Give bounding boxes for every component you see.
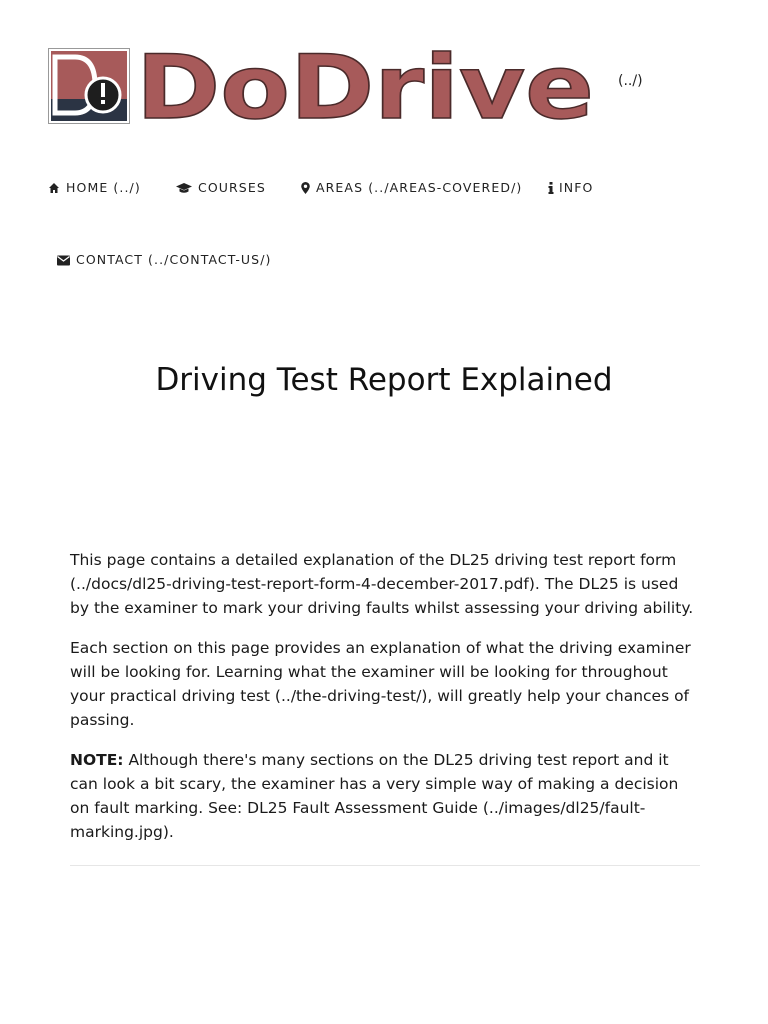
nav-item-label: AREAS (../AREAS-COVERED/) (316, 180, 523, 195)
home-icon (48, 182, 60, 194)
note-label: NOTE: (70, 751, 124, 769)
nav-item-contact[interactable] (57, 252, 272, 267)
article-body (70, 548, 700, 860)
nav-item-courses[interactable] (176, 180, 266, 195)
graduation-cap-icon (176, 182, 192, 194)
info-icon (548, 182, 554, 194)
warning-road-icon (51, 51, 127, 121)
nav-item-home[interactable] (48, 180, 141, 195)
nav-item-label: HOME (../) (66, 180, 141, 195)
section-divider (70, 865, 700, 866)
nav-item-areas[interactable] (301, 180, 522, 195)
paragraph-note (70, 748, 700, 844)
paragraph-intro: This page contains a detailed explanation of the DL25 driving test report form (../docs/dl25-driving-test-report-form-4-december-2017.pdf). The DL25 is used by the examiner to mark your driving faults whilst assessing your driving ability. (70, 551, 694, 617)
envelope-icon (57, 254, 70, 266)
logo-mark[interactable] (48, 48, 130, 124)
paragraph-sections: Each section on this page provides an explanation of what the driving examiner will be looking for. Learning what the examiner will be looking for throughout your practical driving test (../the-driving-test/), will greatly help your chances of passing. (70, 639, 691, 729)
nav-item-info[interactable] (548, 180, 593, 195)
home-logo-link[interactable]: (../) (618, 73, 643, 89)
brand-name: DoDrive (136, 46, 594, 126)
site-header (48, 46, 728, 126)
nav-item-label: CONTACT (../CONTACT-US/) (76, 252, 272, 267)
brand-wordmark[interactable] (136, 46, 598, 126)
note-text: Although there's many sections on the DL25 driving test report and it can look a bit scary, the examiner has a very simple way of making a decision on fault marking. See: DL25 Fault Assessment Guide (../images/dl25/fault-marking.jpg). (70, 751, 679, 841)
nav-item-label: COURSES (198, 180, 266, 195)
nav-item-label: INFO (559, 180, 594, 195)
page-title: Driving Test Report Explained (155, 362, 613, 398)
map-marker-icon (301, 182, 310, 194)
